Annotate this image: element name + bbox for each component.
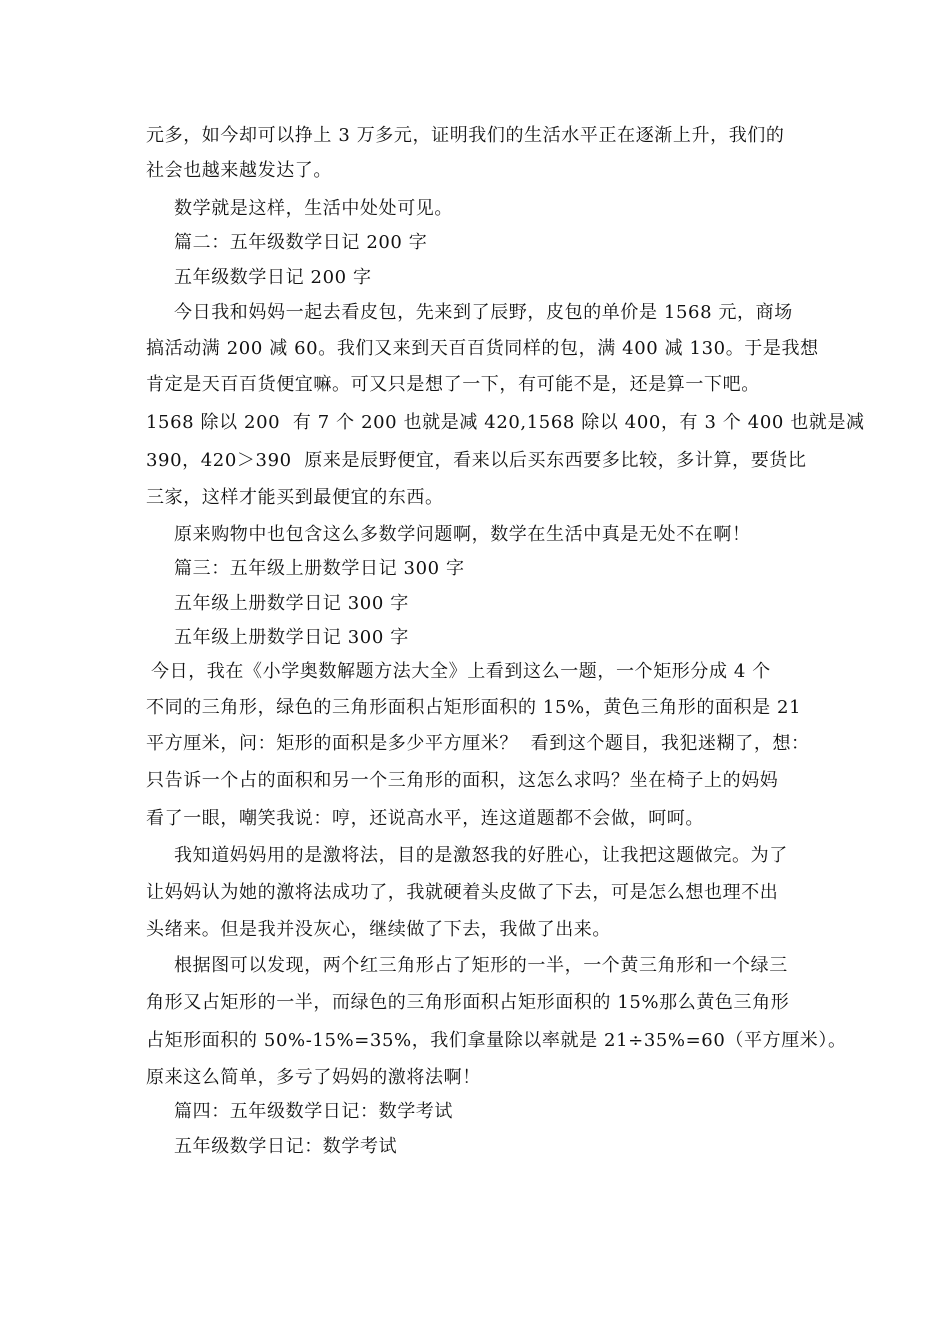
- article-title: 五年级上册数学日记 300 字: [174, 627, 409, 648]
- text-line: 肯定是天百百货便宜嘛。可又只是想了一下，有可能不是，还是算一下吧。: [146, 374, 760, 395]
- text-line: 原来这么简单，多亏了妈妈的激将法啊！: [146, 1067, 481, 1088]
- text-line: 只告诉一个占的面积和另一个三角形的面积，这怎么求吗？坐在椅子上的妈妈: [146, 770, 779, 791]
- paragraph-line: 数学就是这样，生活中处处可见。: [174, 198, 453, 219]
- section-heading: 篇二：五年级数学日记 200 字: [174, 232, 428, 253]
- text-line: 不同的三角形，绿色的三角形面积占矩形面积的 15%，黄色三角形的面积是 21: [146, 697, 802, 718]
- paragraph-line: 今日我和妈妈一起去看皮包，先来到了辰野，皮包的单价是 1568 元，商场: [174, 302, 793, 323]
- text-line: 让妈妈认为她的激将法成功了，我就硬着头皮做了下去，可是怎么想也理不出: [146, 882, 779, 903]
- article-title: 五年级上册数学日记 300 字: [174, 593, 409, 614]
- paragraph-line: 今日，我在《小学奥数解题方法大全》上看到这么一题，一个矩形分成 4 个: [151, 661, 771, 682]
- text-line: 社会也越来越发达了。: [146, 160, 332, 181]
- text-line: 搞活动满 200 减 60。我们又来到天百百货同样的包，满 400 减 130。于是我想: [146, 338, 819, 359]
- text-line: 占矩形面积的 50%-15%=35%，我们拿量除以率就是 21÷35%=60（平方厘米）。: [146, 1030, 847, 1051]
- article-title: 五年级数学日记 200 字: [174, 267, 372, 288]
- paragraph-line: 原来购物中也包含这么多数学问题啊，数学在生活中真是无处不在啊！: [174, 524, 751, 545]
- paragraph-line: 根据图可以发现，两个红三角形占了矩形的一半，一个黄三角形和一个绿三: [174, 955, 788, 976]
- text-line: 元多，如今却可以挣上 3 万多元，证明我们的生活水平正在逐渐上升，我们的: [146, 125, 785, 146]
- text-line: 角形又占矩形的一半，而绿色的三角形面积占矩形面积的 15%那么黄色三角形: [146, 992, 790, 1013]
- section-heading: 篇三：五年级上册数学日记 300 字: [174, 558, 465, 579]
- text-line: 三家，这样才能买到最便宜的东西。: [146, 487, 444, 508]
- text-line: 头绪来。但是我并没灰心，继续做了下去，我做了出来。: [146, 919, 611, 940]
- text-line: 平方厘米，问：矩形的面积是多少平方厘米？ 看到这个题目，我犯迷糊了，想：: [146, 733, 810, 754]
- section-heading: 篇四：五年级数学日记：数学考试: [174, 1101, 453, 1122]
- text-line: 看了一眼，嘲笑我说：哼，还说高水平，连这道题都不会做，呵呵。: [146, 808, 704, 829]
- text-line: 390，420＞390 原来是辰野便宜，看来以后买东西要多比较，多计算，要货比: [146, 450, 807, 471]
- article-title: 五年级数学日记：数学考试: [174, 1136, 398, 1157]
- text-line: 1568 除以 200 有 7 个 200 也就是减 420,1568 除以 400，有 3 个 400 也就是减: [146, 412, 865, 433]
- paragraph-line: 我知道妈妈用的是激将法，目的是激怒我的好胜心，让我把这题做完。为了: [174, 845, 788, 866]
